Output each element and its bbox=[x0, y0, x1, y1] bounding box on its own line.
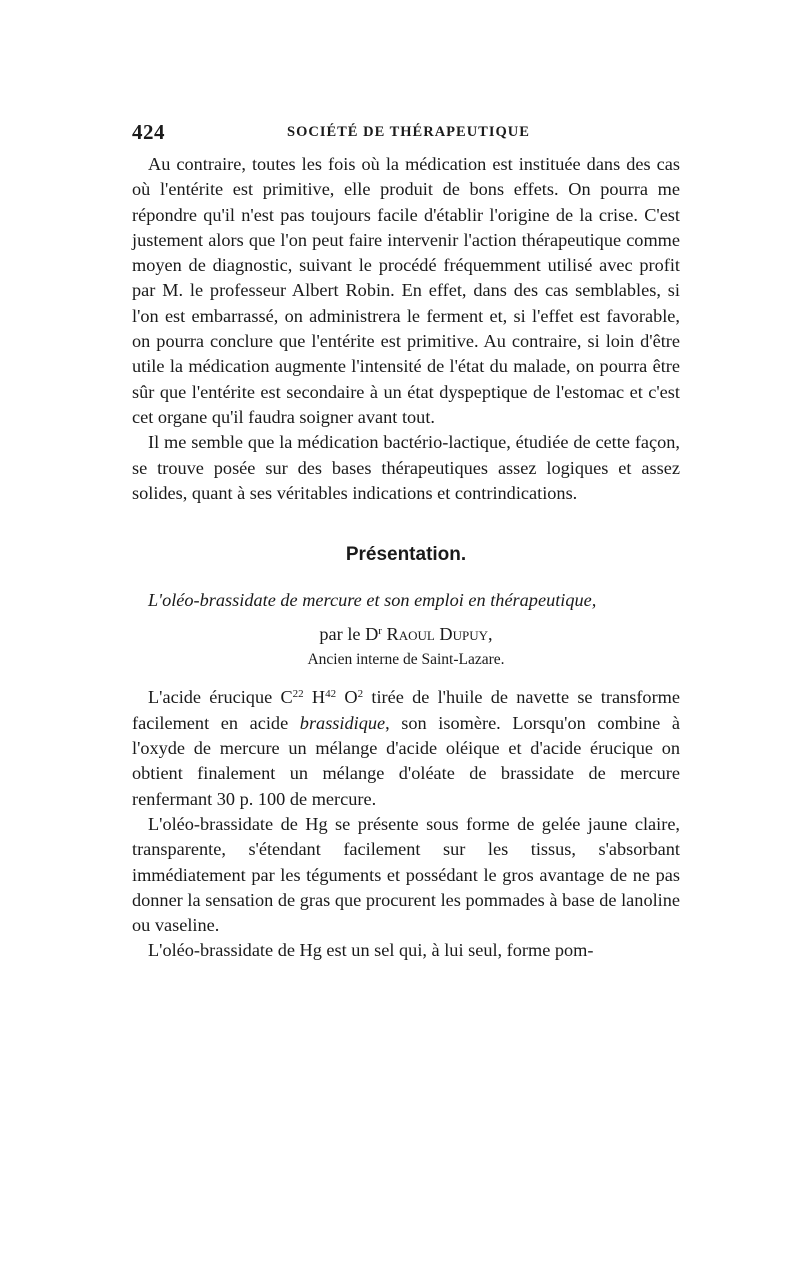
paragraph-diagnosis: Au contraire, toutes les fois où la médication est instituée dans des cas où l'entérite est primitive, elle produit de bons effets. On pourra me répondre qu'il n'est pas toujours facile d'établir l'origine de la crise. C'est justement alors que l'on peut faire intervenir l'action thérapeutique comme moyen de diagnostic, suivant le procédé fréquemment utilisé avec profit par M. le professeur Albert Robin. En effet, dans des cas semblables, si l'on est embarrassé, on administrera le ferment et, si l'effet est favorable, on pourra conclure que l'entérite est primitive. Au contraire, si loin d'être utile la médication augmente l'intensité de l'état du malade, on pourra être sûr que l'entérite est secondaire à un état dyspeptique de l'estomac et c'est cet organe qu'il faudra soigner avant tout. bbox=[132, 154, 680, 427]
article-title: L'oléo-brassidate de mercure et son emploi en thérapeutique, bbox=[148, 590, 597, 611]
formula-h-sub: 42 bbox=[325, 688, 337, 701]
page-number: 424 bbox=[132, 120, 165, 144]
formula-after-a: tirée de l'huile de navette se transforme facilement en acide bbox=[132, 687, 680, 733]
paragraph-formula bbox=[132, 685, 680, 811]
formula-c-sub: 22 bbox=[292, 688, 304, 701]
formula-o: O bbox=[336, 687, 358, 708]
section-title: Présentation. bbox=[345, 544, 467, 566]
formula-after-b: , son isomère. Lorsqu'on combine à l'oxyde de mercure un mélange d'acide oléique et d'acide érucique on obtient finalement un mélange d'oléate de brassidate de mercure renfermant 30 p. 100 de mercure. bbox=[132, 712, 681, 809]
author-name: Raoul Dupuy, bbox=[386, 624, 493, 645]
page-header bbox=[132, 120, 680, 144]
formula-before: L'acide érucique bbox=[148, 687, 281, 708]
page-body bbox=[132, 152, 680, 964]
paragraph-salt: L'oléo-brassidate de Hg est un sel qui, à lui seul, forme pom- bbox=[148, 940, 594, 961]
author-affiliation: Ancien interne de Saint-Lazare. bbox=[307, 651, 505, 669]
formula-c: C bbox=[280, 687, 293, 708]
formula-h: H bbox=[303, 687, 326, 708]
formula-o-sub: 2 bbox=[357, 688, 364, 701]
paragraph-properties: L'oléo-brassidate de Hg se présente sous forme de gelée jaune claire, transparente, s'étendant facilement sur les tissus, s'absorbant immédiatement par les téguments et possédant le gros avantage de ne pas donner la sensation de gras que procurent les pommades à base de lanoline ou vaseline. bbox=[132, 813, 680, 936]
byline-sup: r bbox=[378, 625, 382, 638]
article-byline bbox=[132, 621, 680, 647]
formula-italic-word: brassidique bbox=[299, 712, 386, 733]
byline-prefix: par le D bbox=[319, 624, 379, 645]
running-title: SOCIÉTÉ DE THÉRAPEUTIQUE bbox=[287, 124, 530, 140]
paragraph-conclusion: Il me semble que la médication bactério-lactique, étudiée de cette façon, se trouve posée sur des bases thérapeutiques assez logiques et assez solides, quant à ses véritables indications et contrindications. bbox=[132, 432, 680, 503]
